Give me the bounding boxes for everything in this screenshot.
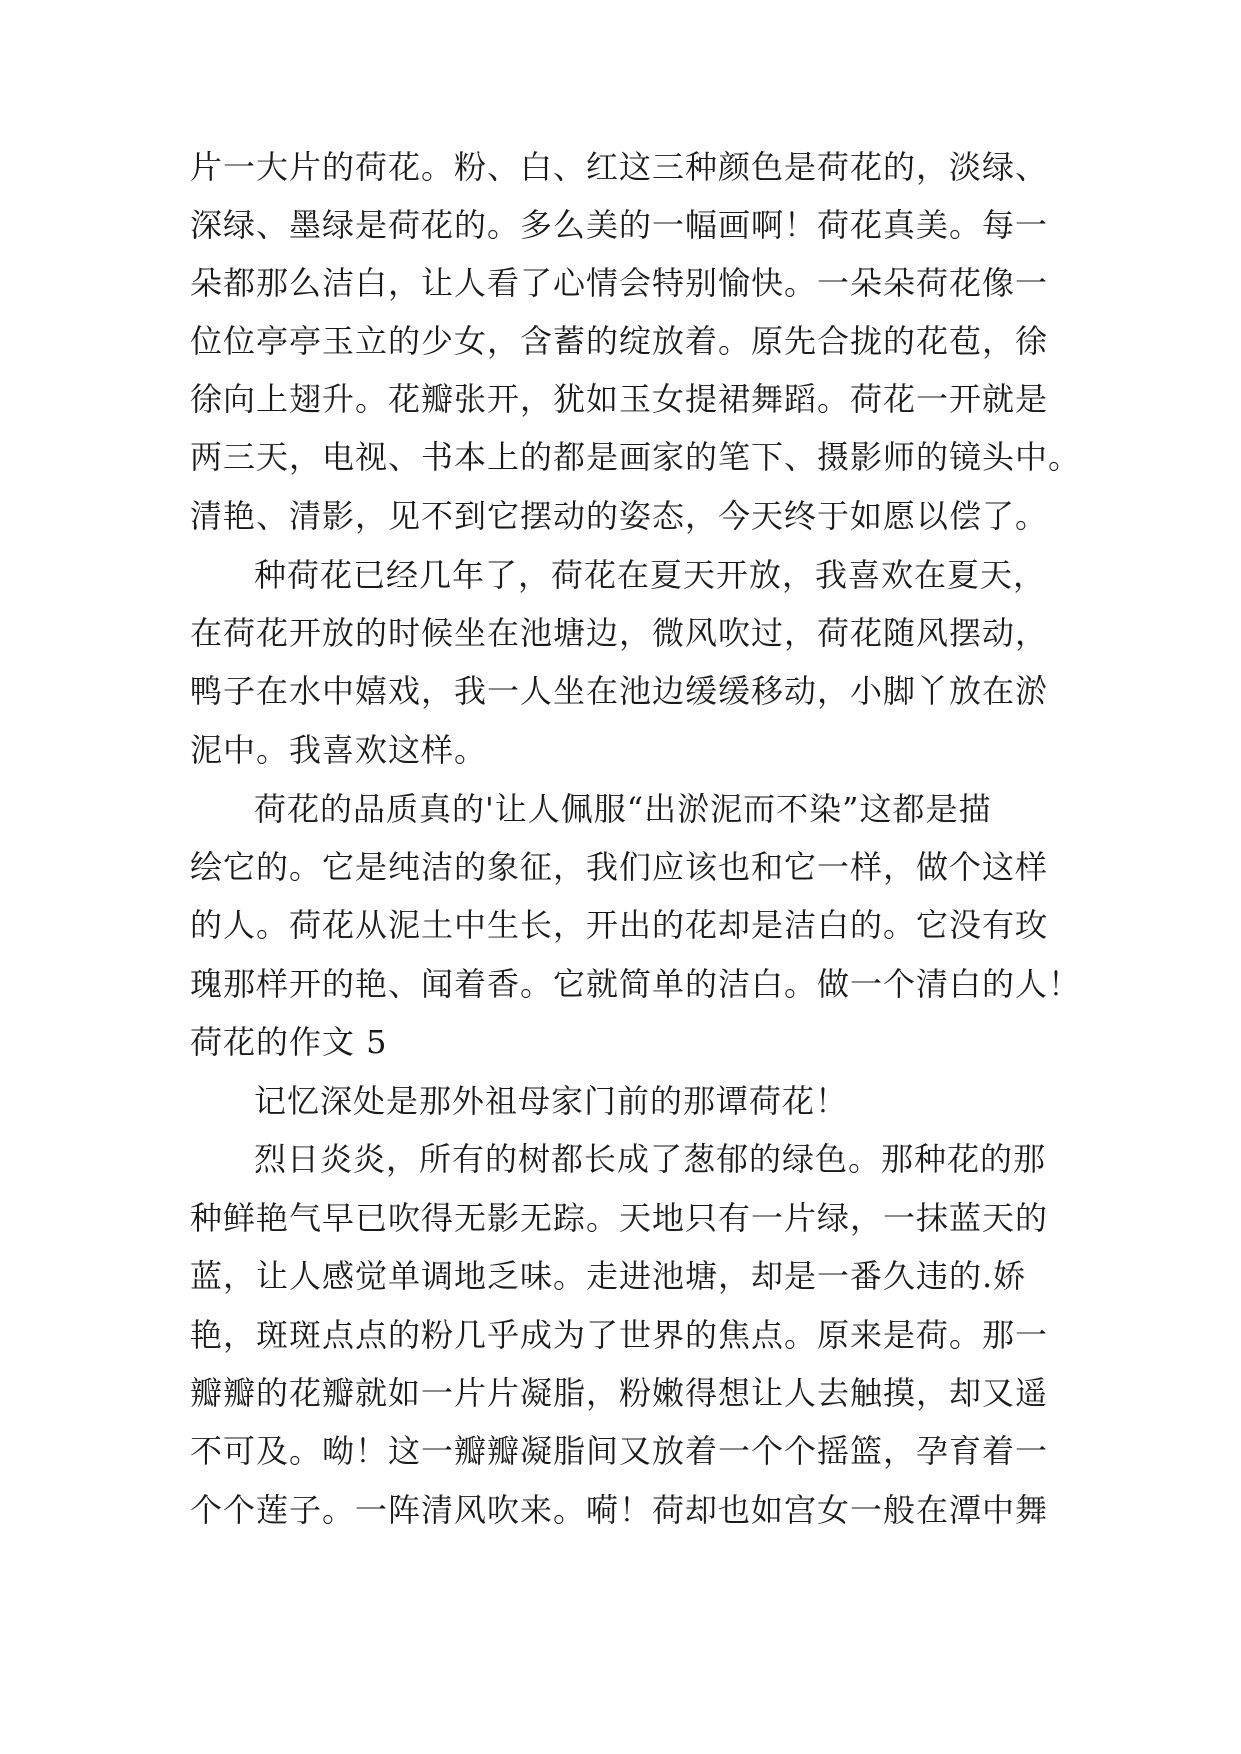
paragraph-first-line: 烈日炎炎，所有的树都长成了葱郁的绿色。那种花的那 <box>254 1140 1047 1178</box>
text-line: 朵都那么洁白，让人看了心情会特别愉快。一朵朵荷花像一 <box>190 264 1049 302</box>
text-line: 两三天，电视、书本上的都是画家的笔下、摄影师的镜头中。 <box>190 438 1082 476</box>
paragraph-first-line: 荷花的品质真的'让人佩服“出淤泥而不染”这都是描 <box>254 790 992 828</box>
text-line: 深绿、墨绿是荷花的。多么美的一幅画啊！荷花真美。每一 <box>190 206 1049 244</box>
text-line: 的人。荷花从泥土中生长，开出的花却是洁白的。它没有玫 <box>190 906 1049 944</box>
text-line: 蓝，让人感觉单调地乏味。走进池塘，却是一番久违的.娇 <box>190 1257 1027 1295</box>
text-line: 位位亭亭玉立的少女，含蓄的绽放着。原先合拢的花苞，徐 <box>190 322 1049 360</box>
text-line: 瓣瓣的花瓣就如一片片凝脂，粉嫩得想让人去触摸，却又遥 <box>190 1374 1049 1412</box>
text-line: 绘它的。它是纯洁的象征，我们应该也和它一样，做个这样 <box>190 848 1049 886</box>
paragraph-first-line: 种荷花已经几年了，荷花在夏天开放，我喜欢在夏天， <box>254 556 1047 594</box>
text-line: 清艳、清影，见不到它摆动的姿态，今天终于如愿以偿了。 <box>190 497 1049 535</box>
text-line: 鸭子在水中嬉戏，我一人坐在池边缓缓移动，小脚丫放在淤 <box>190 672 1049 710</box>
text-line: 瑰那样开的艳、闻着香。它就简单的洁白。做一个清白的人！ <box>190 965 1082 1003</box>
paragraph-first-line: 记忆深处是那外祖母家门前的那谭荷花！ <box>254 1082 849 1120</box>
text-line: 种鲜艳气早已吹得无影无踪。天地只有一片绿，一抹蓝天的 <box>190 1199 1049 1237</box>
text-line: 个个莲子。一阵清风吹来。嗬！荷却也如宫女一般在潭中舞 <box>190 1491 1049 1529</box>
text-line: 艳，斑斑点点的粉几乎成为了世界的焦点。原来是荷。那一 <box>190 1316 1049 1354</box>
text-line: 在荷花开放的时候坐在池塘边，微风吹过，荷花随风摆动， <box>190 614 1049 652</box>
text-line: 泥中。我喜欢这样。 <box>190 731 488 769</box>
text-line: 片一大片的荷花。粉、白、红这三种颜色是荷花的，淡绿、 <box>190 148 1049 186</box>
text-line: 徐向上翅升。花瓣张开，犹如玉女提裙舞蹈。荷花一开就是 <box>190 380 1049 418</box>
section-heading: 荷花的作文 5 <box>190 1023 388 1061</box>
text-line: 不可及。呦！这一瓣瓣凝脂间又放着一个个摇篮，孕育着一 <box>190 1432 1049 1470</box>
